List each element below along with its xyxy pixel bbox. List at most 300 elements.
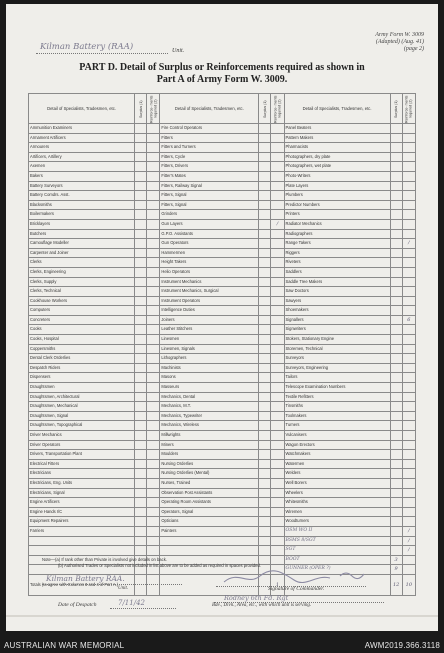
cell-reinf-c: / [402,546,415,556]
cell-reinf-b [271,258,284,268]
cell-surplus-c [390,133,402,143]
cell-reinf-b [271,526,284,536]
cell-reinf-b [271,478,284,488]
cell-surplus-a [135,171,147,181]
cell-spec-a: Bakers [29,171,135,181]
cell-reinf-b [271,152,284,162]
bde-label: Bde., Divn., Area, etc., with which unit is serving. [212,603,312,608]
cell-surplus-b [259,526,271,536]
cell-reinf-b [271,450,284,460]
cell-spec-b: Masseurs [160,383,259,393]
cell-reinf-b [271,191,284,201]
footer-unit-line [42,584,182,585]
cell-spec-b: Opticians [160,517,259,527]
cell-surplus-c [390,171,402,181]
cell-reinf-b [271,143,284,153]
table-row [29,411,416,421]
cell-reinf-a [147,171,160,181]
cell-spec-b: Leather Stitchers [160,325,259,335]
cell-reinf-b [271,507,284,517]
cell-spec-c: Saddle Tree Makers [284,277,390,287]
cell-reinf-c [402,219,415,229]
cell-spec-a: Artificers, Artillery [29,152,135,162]
cell-reinf-c [402,411,415,421]
cell-reinf-a [147,344,160,354]
army-form-line-1: Army Form W. 3009 [375,32,424,38]
cell-reinf-a [147,200,160,210]
table-row [29,325,416,335]
table-row [29,267,416,277]
cell-surplus-c [390,498,402,508]
cell-reinf-a [147,143,160,153]
cell-spec-a: Draughtsmen, Mechanical [29,402,135,412]
cell-surplus-b [259,325,271,335]
cell-spec-c: Watermen [284,459,390,469]
cell-reinf-c [402,555,415,565]
cell-spec-c: Photo-Writers [284,171,390,181]
cell-spec-a: Blacksmiths [29,200,135,210]
col-header-surplus-a: Surplus (1) [135,94,147,124]
cell-spec-c: Textile Refitters [284,392,390,402]
cell-surplus-c [390,239,402,249]
totals-c-reinf: 10 [402,574,415,595]
cell-surplus-a [135,469,147,479]
cell-surplus-b [259,459,271,469]
cell-spec-c: Tinsmiths [284,402,390,412]
cell-surplus-b [259,171,271,181]
table-row [29,143,416,153]
cell-surplus-c [390,162,402,172]
cell-reinf-a [147,363,160,373]
signature-label: Signature of Commander. [268,586,325,592]
cell-spec-b: Nurses, Trained [160,478,259,488]
table-row [29,191,416,201]
table-row [29,287,416,297]
cell-reinf-c [402,200,415,210]
cell-reinf-c [402,335,415,345]
footer-unit-label: Unit. [118,586,129,591]
cell-reinf-c [402,267,415,277]
cell-surplus-c [390,277,402,287]
table-row [29,498,416,508]
cell-reinf-a [147,517,160,527]
cell-spec-c: Tailors [284,373,390,383]
cell-surplus-b [259,191,271,201]
cell-surplus-b [259,344,271,354]
cell-spec-c: Vulcanisers [284,431,390,441]
cell-surplus-a [135,181,147,191]
cell-spec-b: Mechanics, M.T. [160,402,259,412]
cell-spec-b: Mechanics, Typewriter [160,411,259,421]
cell-surplus-b [259,124,271,134]
cell-spec-a: Clerks, Technical [29,287,135,297]
cell-reinf-b [271,354,284,364]
cell-reinf-c [402,421,415,431]
note-a: Note—(a) If rank other than Private is involved give details on back. [42,557,167,562]
cell-reinf-c [402,565,415,575]
cell-spec-a: Cooks, Hospital [29,335,135,345]
table-row [29,210,416,220]
table-row [29,383,416,393]
cell-surplus-a [135,373,147,383]
date-line [110,608,176,609]
cell-spec-b: Height Takers [160,258,259,268]
cell-surplus-b [259,469,271,479]
cell-spec-c: Radiator Mechanics [284,219,390,229]
cell-spec-a: Driver Mechanics [29,431,135,441]
cell-surplus-a [135,498,147,508]
cell-reinf-a [147,421,160,431]
cell-surplus-b [259,507,271,517]
cell-reinf-a [147,335,160,345]
cell-surplus-c [390,373,402,383]
totals-b-reinf: 1 [271,574,284,595]
cell-surplus-b [259,315,271,325]
cell-spec-b: Fitters, Drivers [160,162,259,172]
cell-reinf-a [147,229,160,239]
cell-spec-c: Printers [284,210,390,220]
cell-surplus-a [135,267,147,277]
title-line-1: PART D. Detail of Surplus or Reinforcements required as shown in [79,62,365,73]
cell-surplus-a [135,124,147,134]
cell-surplus-a [135,440,147,450]
cell-surplus-a [135,143,147,153]
cell-surplus-c [390,143,402,153]
cell-reinf-b [271,325,284,335]
cell-reinf-b [271,287,284,297]
cell-spec-a: Concreters [29,315,135,325]
cell-reinf-c [402,402,415,412]
cell-surplus-a [135,306,147,316]
cell-surplus-a [135,210,147,220]
cell-surplus-b [259,431,271,441]
cell-spec-a: Bricklayers [29,219,135,229]
cell-reinf-c [402,277,415,287]
cell-spec-a: Equipment Repairers [29,517,135,527]
cell-surplus-a [135,526,147,536]
cell-spec-c: Predictor Numbers [284,200,390,210]
cell-reinf-a [147,411,160,421]
cell-reinf-a [147,325,160,335]
cell-surplus-b [259,421,271,431]
cell-spec-b: G.P.O. Assistants [160,229,259,239]
cell-spec-a: Dental Clerk Orderlies [29,354,135,364]
table-row [29,219,416,229]
cell-surplus-c [390,248,402,258]
cell-spec-c: Radiographers [284,229,390,239]
cell-surplus-a [135,219,147,229]
totals-c-surplus: 12 [390,574,402,595]
cell-spec-b: Observation Post Assistants [160,488,259,498]
cell-reinf-b [271,239,284,249]
form-page [6,4,438,631]
cell-reinf-c [402,191,415,201]
cell-spec-a: Driver Operators [29,440,135,450]
cell-surplus-c [390,219,402,229]
cell-surplus-b [259,335,271,345]
cell-reinf-a [147,373,160,383]
cell-surplus-b [259,488,271,498]
cell-spec-b: Painters [160,526,259,536]
cell-surplus-a [135,248,147,258]
totals-label: Totals (to agree with Columns 3 and 4 of Part A.) [29,574,135,595]
cell-spec-a: Engine Hands I/C [29,507,135,517]
cell-spec-a: Electricians [29,469,135,479]
cell-reinf-a [147,162,160,172]
cell-reinf-b [271,344,284,354]
cell-reinf-c [402,344,415,354]
cell-reinf-c [402,392,415,402]
cell-surplus-c [390,306,402,316]
cell-spec-c: OSM WO II [284,526,390,536]
cell-spec-b: Fitters [160,133,259,143]
cell-reinf-c [402,498,415,508]
cell-reinf-a [147,402,160,412]
cell-reinf-b [271,421,284,431]
col-header-spec-a: Detail of Specialists, Tradesmen, etc. [29,94,135,124]
cell-spec-c: BSMS 8/SGT [284,536,390,546]
cell-reinf-a [147,133,160,143]
cell-spec-c: BOOT [284,555,390,565]
cell-surplus-b [259,229,271,239]
cell-surplus-b [259,239,271,249]
cell-surplus-a [135,421,147,431]
cell-surplus-b [259,143,271,153]
cell-surplus-a [135,450,147,460]
cell-surplus-c [390,152,402,162]
cell-surplus-b [259,133,271,143]
cell-spec-a: Draughtsmen, Signal [29,411,135,421]
table-row [29,277,416,287]
table-row [29,526,416,536]
cell-spec-a: Draughtsmen, Architectural [29,392,135,402]
cell-reinf-c: / [402,526,415,536]
cell-surplus-a [135,335,147,345]
cell-surplus-b [259,162,271,172]
cell-surplus-c [390,200,402,210]
cell-spec-b: Instrument Mechanics [160,277,259,287]
cell-reinf-c [402,248,415,258]
cell-surplus-b [259,450,271,460]
cell-spec-a: Dispensers [29,373,135,383]
cell-reinf-b [271,440,284,450]
cell-reinf-c: / [402,536,415,546]
cell-reinf-b [271,210,284,220]
cell-spec-b: Linesmen, Signals [160,344,259,354]
cell-reinf-c [402,440,415,450]
cell-spec-a: Engine Artificers [29,498,135,508]
cell-surplus-a [135,546,147,556]
bde-value: Rodney 6th Fd. Rgt [224,594,289,602]
table-row [29,315,416,325]
cell-reinf-c [402,210,415,220]
cell-spec-c: Toolmakers [284,411,390,421]
cell-surplus-c [390,431,402,441]
cell-spec-a: Cookhouse Workers [29,296,135,306]
cell-reinf-c [402,373,415,383]
cell-surplus-c [390,296,402,306]
cell-surplus-a [135,431,147,441]
cell-surplus-a [135,152,147,162]
cell-surplus-a [135,344,147,354]
cell-surplus-a [135,162,147,172]
cell-spec-c: Watchmakers [284,450,390,460]
cell-reinf-a [147,315,160,325]
cell-spec-c: Photographers, dry plate [284,152,390,162]
cell-spec-a: Battery Comdrs. Asst. [29,191,135,201]
cell-spec-c: Telescope Examination Numbers [284,383,390,393]
cell-spec-c: Saw Doctors [284,287,390,297]
col-header-reinf-b: Reinforce- ments required (2) [271,94,284,124]
cell-spec-b [160,536,259,546]
cell-reinf-b [271,306,284,316]
table-row [29,546,416,556]
cell-spec-b: Miners [160,440,259,450]
cell-reinf-a [147,478,160,488]
cell-surplus-c [390,325,402,335]
cell-reinf-c [402,354,415,364]
cell-reinf-b [271,363,284,373]
cell-reinf-a [147,546,160,556]
cell-spec-b: Nursing Orderlies [160,459,259,469]
cell-reinf-b [271,402,284,412]
cell-surplus-c [390,517,402,527]
cell-spec-c: Range Takers [284,239,390,249]
cell-reinf-b: / [271,219,284,229]
cell-surplus-a [135,402,147,412]
table-row [29,440,416,450]
table-row [29,258,416,268]
cell-surplus-c [390,229,402,239]
cell-reinf-c [402,152,415,162]
cell-reinf-c [402,133,415,143]
archive-name: AUSTRALIAN WAR MEMORIAL [4,641,125,650]
cell-surplus-c: 3 [390,555,402,565]
cell-surplus-b [259,546,271,556]
cell-reinf-a [147,488,160,498]
cell-spec-a: Butchers [29,229,135,239]
cell-surplus-b [259,258,271,268]
table-row [29,363,416,373]
table-row [29,431,416,441]
cell-reinf-c [402,124,415,134]
cell-spec-a: Electricians, Signal [29,488,135,498]
table-body [29,124,416,575]
army-form-line-2: (Adapted) (Aug. 41) [375,39,424,45]
cell-surplus-c [390,440,402,450]
cell-surplus-c [390,315,402,325]
col-header-spec-b: Detail of Specialists, Tradesmen, etc. [160,94,259,124]
cell-surplus-b [259,440,271,450]
unit-handwritten: Kilman Battery (RAA) [40,42,134,52]
cell-spec-c: Sawyers [284,296,390,306]
cell-spec-a: Battery Surveyors [29,181,135,191]
cell-surplus-b [259,478,271,488]
specialists-table [28,93,416,596]
cell-reinf-c [402,478,415,488]
cell-spec-c: Plate Layers [284,181,390,191]
col-header-reinf-c: Reinforce- ments required (2) [402,94,415,124]
cell-reinf-c [402,143,415,153]
cell-spec-c: GUNNER (OPER ?) [284,565,390,575]
cell-surplus-b [259,306,271,316]
cell-surplus-c [390,210,402,220]
cell-reinf-c [402,162,415,172]
table-row [29,459,416,469]
cell-spec-b: Helio Operators [160,267,259,277]
cell-spec-c: Stokers, Stationary Engine [284,335,390,345]
cell-spec-c: Wheelers [284,488,390,498]
cell-surplus-a [135,277,147,287]
table-row [29,200,416,210]
cell-reinf-a [147,152,160,162]
cell-spec-a: Electrical Fitters [29,459,135,469]
cell-surplus-a [135,239,147,249]
cell-surplus-b [259,287,271,297]
cell-reinf-c [402,171,415,181]
cell-reinf-b [271,411,284,421]
cell-spec-a [29,536,135,546]
cell-surplus-a [135,191,147,201]
cell-reinf-c [402,507,415,517]
table-row [29,133,416,143]
cell-surplus-c [390,124,402,134]
cell-spec-b: Fitters, Signal [160,191,259,201]
cell-surplus-c [390,191,402,201]
cell-spec-b: Linesmen [160,335,259,345]
table-row [29,171,416,181]
cell-spec-c: Riveters [284,258,390,268]
cell-surplus-b [259,248,271,258]
date-value: 7/11/42 [118,599,145,607]
cell-surplus-b [259,200,271,210]
cell-spec-b: Grinders [160,210,259,220]
cell-spec-b: Moulders [160,450,259,460]
cell-surplus-a [135,325,147,335]
title-line-2: Part A of Army Form W. 3009. [156,74,288,85]
cell-reinf-c [402,287,415,297]
cell-reinf-b [271,517,284,527]
archive-id: AWM2019.366.3118 [364,641,440,650]
cell-reinf-b [271,555,284,565]
cell-surplus-c [390,507,402,517]
table-row [29,248,416,258]
cell-reinf-b [271,124,284,134]
cell-surplus-c [390,258,402,268]
cell-surplus-b [259,296,271,306]
table-row [29,507,416,517]
cell-surplus-c [390,287,402,297]
cell-spec-c: Wagon Erectors [284,440,390,450]
cell-surplus-c [390,488,402,498]
cell-surplus-b [259,181,271,191]
cell-spec-b: Gun Layers [160,219,259,229]
table-row [29,124,416,134]
cell-spec-a: Clerks [29,258,135,268]
army-form-line-3: (page 2) [403,46,424,52]
cell-reinf-b [271,536,284,546]
cell-spec-a: Despatch Riders [29,363,135,373]
cell-reinf-b [271,229,284,239]
table-row [29,239,416,249]
cell-reinf-b [271,248,284,258]
cell-reinf-b [271,267,284,277]
table-row [29,229,416,239]
cell-reinf-a [147,258,160,268]
table-row [29,335,416,345]
cell-surplus-b [259,383,271,393]
cell-reinf-b [271,383,284,393]
